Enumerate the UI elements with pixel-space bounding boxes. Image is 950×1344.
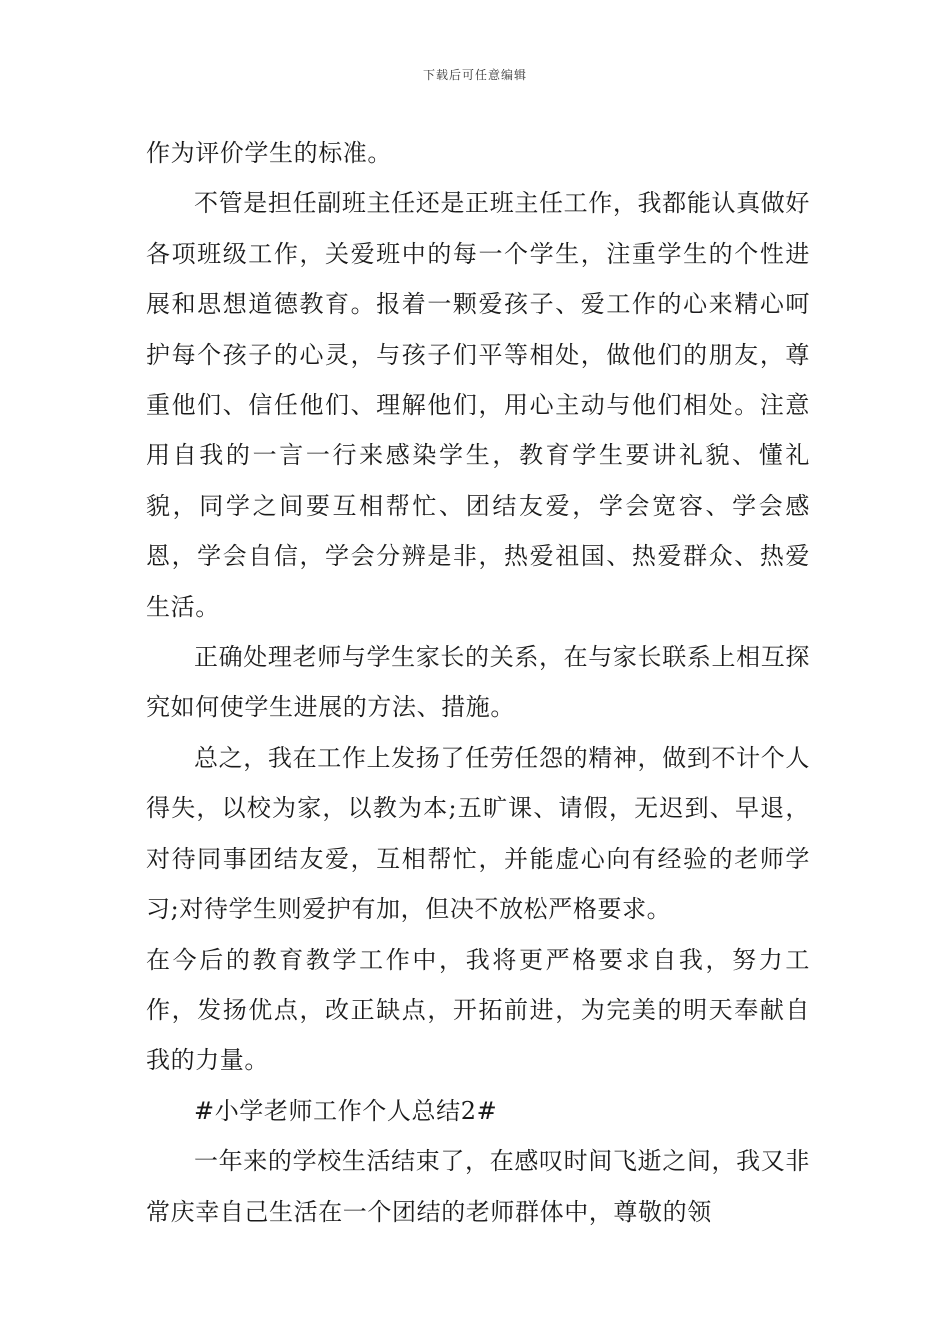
paragraph: 一年来的学校生活结束了，在感叹时间飞逝之间，我又非常庆幸自己生活在一个团结的老师群体中，尊敬的领	[146, 1147, 810, 1226]
paragraph: 正确处理老师与学生家长的关系，在与家长联系上相互探究如何使学生进展的方法、措施。	[146, 643, 810, 722]
paragraph: 在今后的教育教学工作中，我将更严格要求自我，努力工作，发扬优点，改正缺点，开拓前进，为完美的明天奉献自我的力量。	[146, 945, 810, 1075]
section-heading: #小学老师工作个人总结2#	[194, 1096, 498, 1125]
paragraph: 作为评价学生的标准。	[146, 139, 392, 167]
paragraph: 总之，我在工作上发扬了任劳任怨的精神，做到不计个人得失，以校为家，以教为本;五旷课、请假，无迟到、早退，对待同事团结友爱，互相帮忙，并能虚心向有经验的老师学习;对待学生则爱护有加，但决不放松严格要求。	[146, 743, 810, 924]
page-header-note: 下载后可任意编辑	[422, 68, 527, 82]
document-body	[146, 128, 810, 1237]
paragraph: 不管是担任副班主任还是正班主任工作，我都能认真做好各项班级工作，关爱班中的每一个学生，注重学生的个性进展和思想道德教育。报着一颗爱孩子、爱工作的心来精心呵护每个孩子的心灵，与孩子们平等相处，做他们的朋友，尊重他们、信任他们、理解他们，用心主动与他们相处。注意用自我的一言一行来感染学生，教育学生要讲礼貌、懂礼貌，同学之间要互相帮忙、团结友爱，学会宽容、学会感恩，学会自信，学会分辨是非，热爱祖国、热爱群众、热爱生活。	[146, 189, 810, 621]
